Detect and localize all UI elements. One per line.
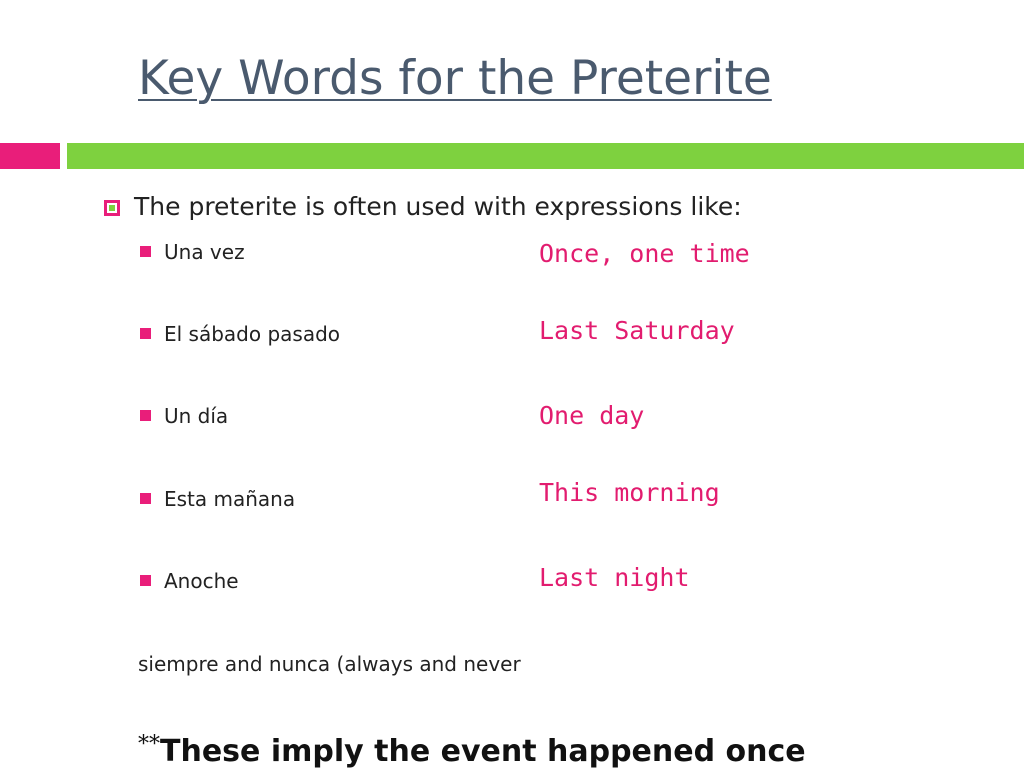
spanish-expression: Anoche — [164, 569, 239, 593]
spanish-expression: Esta mañana — [164, 487, 296, 511]
square-bullet-icon — [104, 200, 120, 216]
emphasis-line — [138, 728, 806, 776]
spanish-expression: Una vez — [164, 240, 245, 264]
green-accent-bar — [67, 143, 1024, 169]
pink-accent-bar — [0, 143, 60, 169]
spanish-expression: El sábado pasado — [164, 322, 341, 346]
english-translation: This morning — [539, 478, 720, 507]
english-translation: Last Saturday — [539, 316, 735, 345]
spanish-expression: Un día — [164, 404, 229, 428]
slide-title: Key Words for the Preterite — [138, 51, 772, 106]
emphasis-stars: ** — [138, 732, 160, 757]
english-translation: One day — [539, 401, 645, 430]
bullet-icon — [140, 246, 151, 257]
emphasis-text: These imply the event happened once — [160, 734, 806, 769]
english-translation: Last night — [539, 563, 690, 592]
intro-text: The preterite is often used with expressions like: — [134, 192, 742, 221]
english-translation: Once, one time — [539, 239, 750, 268]
bullet-icon — [140, 493, 151, 504]
bullet-icon — [140, 328, 151, 339]
note-text: siempre and nunca (always and never — [138, 652, 521, 676]
bullet-icon — [140, 410, 151, 421]
bullet-icon — [140, 575, 151, 586]
